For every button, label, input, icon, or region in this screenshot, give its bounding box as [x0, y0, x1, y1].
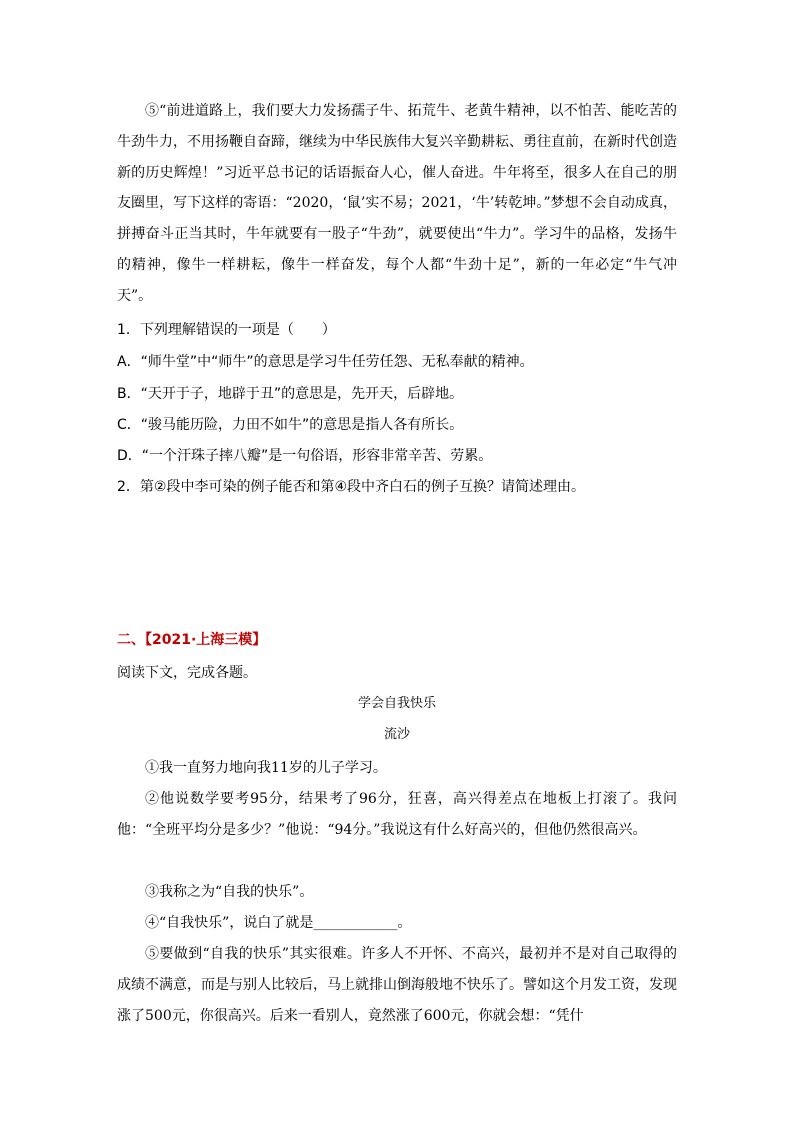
article-paragraph-3: ③我称之为“自我的快乐”。	[145, 884, 314, 900]
section-number: 二、	[117, 632, 145, 648]
article-paragraph-1: ①我一直努力地向我11岁的儿子学习。	[145, 760, 387, 776]
section-heading	[117, 630, 266, 650]
question-2: 2．第②段中李可染的例子能否和第④段中齐白石的例子互换？请简述理由。	[117, 479, 586, 495]
option-a: A．“师牛堂”中“师牛”的意思是学习牛任劳任怨、无私奉献的精神。	[117, 354, 534, 370]
section-source: 【2021·上海三模】	[145, 632, 267, 648]
option-c: C．“骏马能历险，力田不如牛”的意思是指人各有所长。	[117, 417, 464, 433]
section-instruction: 阅读下文，完成各题。	[117, 665, 257, 681]
question-1: 1．下列理解错误的一项是（ ）	[117, 322, 336, 338]
article-title: 学会自我快乐	[357, 696, 436, 711]
article-paragraph-4: ④“自我快乐”，说白了就是____________。	[145, 915, 412, 931]
article-paragraph-2: ②他说数学要考95分，结果考了96分，狂喜，高兴得差点在地板上打滚了。我问他：“全班平均分是多少？”他说：“94分。”我说这有什么好高兴的，但他仍然很高兴。	[117, 791, 677, 838]
option-d: D．“一个汗珠子摔八瓣”是一句俗语，形容非常辛苦、劳累。	[117, 448, 493, 464]
passage-paragraph-5: ⑤“前进道路上，我们要大力发扬孺子牛、拓荒牛、老黄牛精神，以不怕苦、能吃苦的牛劲牛力，不用扬鞭自奋蹄，继续为中华民族伟大复兴辛勤耕耘、勇往直前，在新时代创造新的历史辉煌！”习近平总书记的话语振奋人心，催人奋进。牛年将至，很多人在自己的朋友圈里，写下这样的寄语：“2020，‘鼠’实不易；2021，‘牛’转乾坤。”梦想不会自动成真，拼搏奋斗正当其时，牛年就要有一股子“牛劲”，就要使出“牛力”。学习牛的品格，发扬牛的精神，像牛一样耕耘，像牛一样奋发，每个人都“牛劲十足”，新的一年必定“牛气冲天”。	[117, 103, 677, 304]
option-b: B．“天开于子，地辟于丑”的意思是，先开天，后辟地。	[117, 386, 464, 402]
article-author: 流沙	[383, 727, 410, 742]
article-paragraph-5: ⑤要做到“自我的快乐”其实很难。许多人不开怀、不高兴，最初并不是对自己取得的成绩不满意，而是与别人比较后，马上就排山倒海般地不快乐了。譬如这个月发工资，发现涨了500元，你很高兴。后来一看别人，竟然涨了600元，你就会想：“凭什	[117, 946, 677, 1024]
